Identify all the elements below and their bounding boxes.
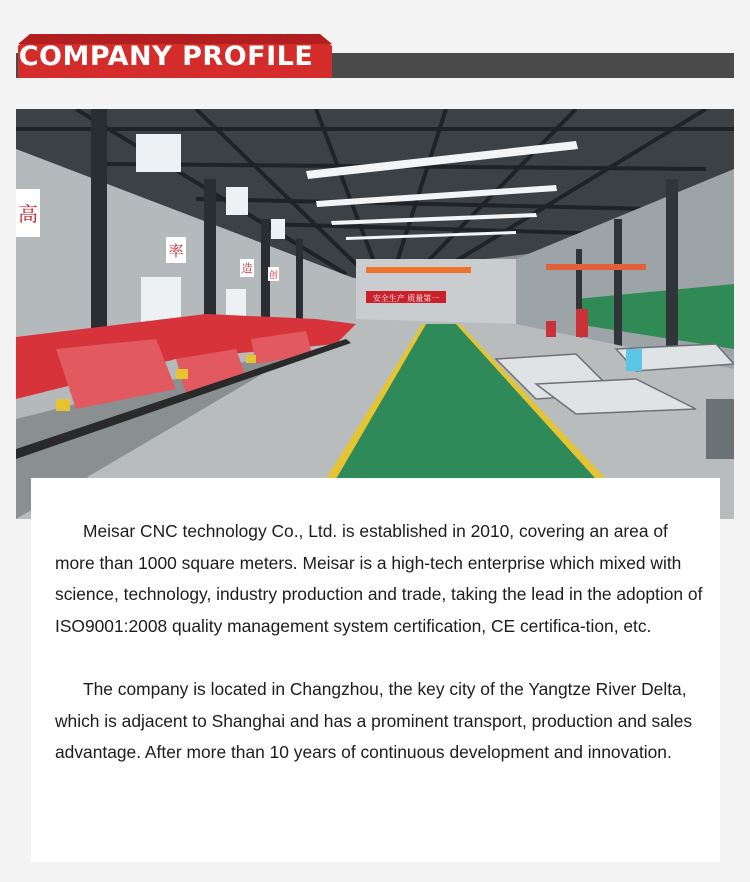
sign-text-3: 造 — [241, 262, 253, 275]
sign-text-4: 创 — [268, 271, 279, 281]
profile-card — [31, 478, 720, 862]
section-title: COMPANY PROFILE — [18, 40, 314, 72]
factory-photo — [16, 109, 734, 519]
sign-text-2: 率 — [168, 242, 184, 260]
sign-text-1: 高 — [18, 202, 38, 226]
back-banner-text: 安全生产 质量第一 — [372, 294, 440, 303]
profile-paragraph-1: Meisar CNC technology Co., Ltd. is established in 2010, covering an area of more than 1000 square meters. Meisar is a high-tech enterprise which mixed with science, technology, industry production and trade, taking the lead in the adoption of ISO9001:2008 quality management system certification, CE certifica-tion, etc. — [55, 521, 703, 636]
profile-paragraph-2: The company is located in Changzhou, the key city of the Yangtze River Delta, which is adjacent to Shanghai and has a prominent transport, production and sales advantage. After more than 10 years of continuous development and innovation. — [55, 679, 693, 762]
